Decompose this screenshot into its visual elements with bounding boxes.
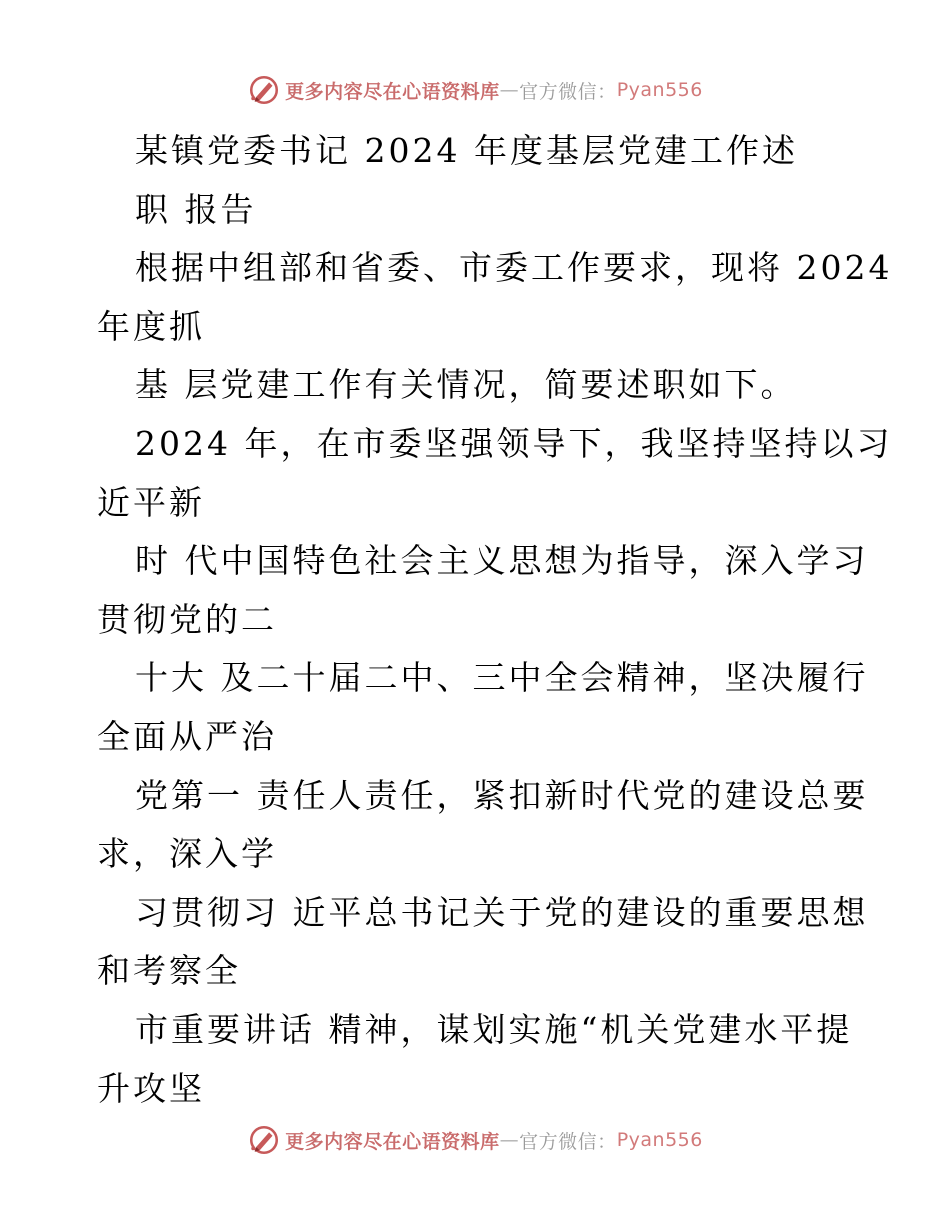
pen-logo-icon — [247, 73, 281, 107]
paragraph-line: 根据中组部和省委、市委工作要求，现将 2024 — [135, 248, 893, 288]
watermark-dash: — — [499, 1129, 520, 1151]
watermark-dash: — — [499, 79, 520, 101]
watermark-wechat-label: 官方微信： — [519, 80, 617, 103]
pen-logo-icon — [247, 1123, 281, 1157]
title-line-1: 某镇党委书记 2024 年度基层党建工作述 — [135, 131, 798, 170]
paragraph-line: 全面从严治 — [97, 716, 277, 756]
paragraph-line: 升攻坚 — [97, 1068, 205, 1108]
watermark-account: Pyan556 — [616, 79, 703, 101]
paragraph-line: 时 代中国特色社会主义思想为指导，深入学习 — [135, 541, 869, 581]
title-line-2: 职 报告 — [135, 189, 257, 229]
watermark-wechat-label: 官方微信： — [519, 1130, 617, 1153]
paragraph-line: 求，深入学 — [97, 834, 277, 874]
watermark-banner-bottom — [0, 1120, 950, 1160]
paragraph-line: 近平新 — [97, 482, 205, 522]
document-body — [0, 122, 950, 1118]
watermark-site-text: 更多内容尽在心语资料库 — [285, 1130, 500, 1153]
watermark-banner-top — [0, 70, 950, 110]
paragraph-line: 市重要讲话 精神，谋划实施“机关党建水平提 — [135, 1009, 853, 1049]
paragraph-line: 党第一 责任人责任，紧扣新时代党的建设总要 — [135, 775, 869, 815]
watermark-account: Pyan556 — [616, 1129, 703, 1151]
paragraph-line: 基 层党建工作有关情况，简要述职如下。 — [135, 365, 797, 405]
paragraph-line: 十大 及二十届二中、三中全会精神，坚决履行 — [135, 658, 869, 698]
paragraph-line: 习贯彻习 近平总书记关于党的建设的重要思想 — [135, 892, 869, 932]
paragraph-line: 2024 年，在市委坚强领导下，我坚持坚持以习 — [135, 423, 893, 463]
paragraph-line: 贯彻党的二 — [97, 599, 277, 639]
watermark-site-text: 更多内容尽在心语资料库 — [285, 80, 500, 103]
paragraph-line: 和考察全 — [97, 951, 241, 991]
paragraph-line: 年度抓 — [97, 306, 205, 346]
